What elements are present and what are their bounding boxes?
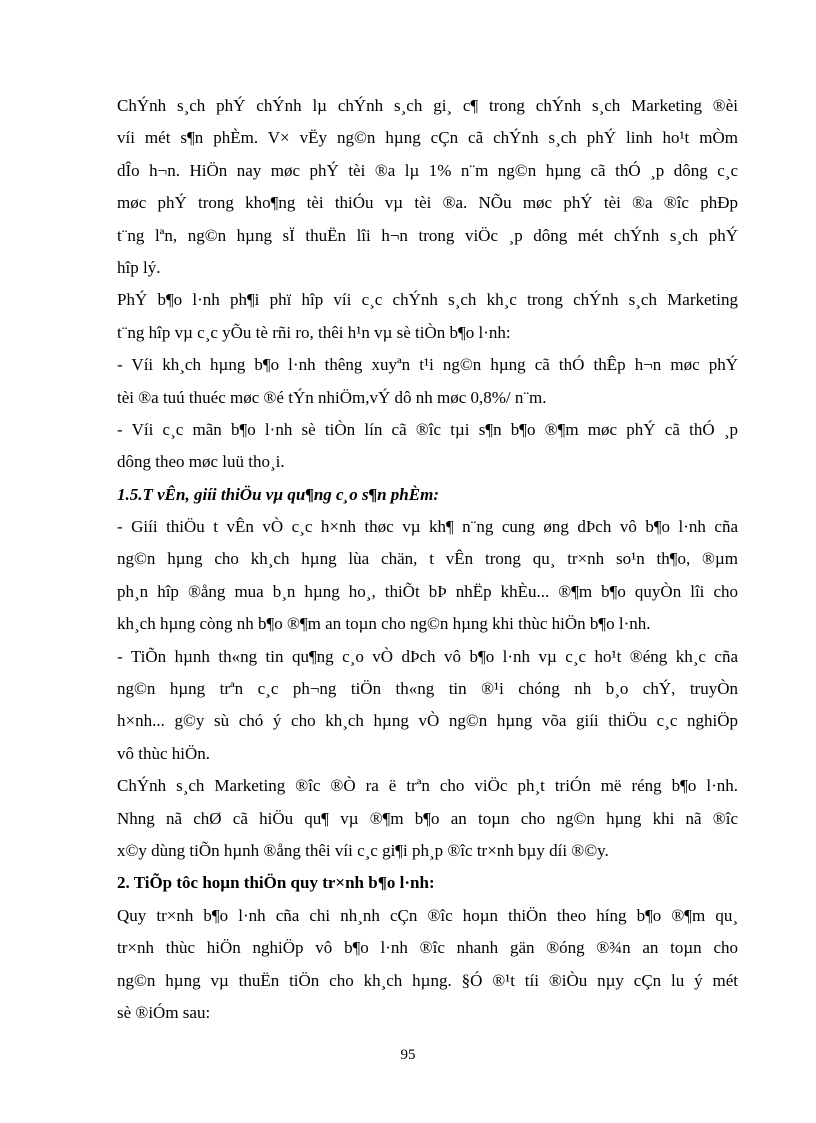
text-line: kh¸ch hµng còng nh b¶o ®¶m an toµn cho ng©n hµng khi thùc hiÖn b¶o l·nh. xyxy=(117,614,651,634)
text-line: vô thùc hiÖn. xyxy=(117,743,211,763)
text-line: víi mét s¶n phÈm. V× vËy ng©n hµng cÇn cã chÝnh s¸ch phÝ linh ho¹t mÒm xyxy=(117,128,738,148)
text-line: ng©n hµng cho kh¸ch hµng lùa chän, t vÊn trong qu¸ tr×nh so¹n th¶o, ®µm xyxy=(117,549,738,569)
text-line: t¨ng hîp vµ c¸c yÕu tè rñi ro, thêi h¹n vµ sè tiÒn b¶o l·nh: xyxy=(117,322,511,342)
text-line: sè ®iÓm sau: xyxy=(117,1002,211,1022)
text-line: - TiÕn hµnh th«ng tin qu¶ng c¸o vÒ dÞch vô b¶o l·nh vµ c¸c ho¹t ®éng kh¸c cña xyxy=(117,646,738,666)
text-line: Quy tr×nh b¶o l·nh cña chi nh¸nh cÇn ®îc hoµn thiÖn theo híng b¶o ®¶m qu¸ xyxy=(117,905,738,925)
text-line: PhÝ b¶o l·nh ph¶i phï hîp víi c¸c chÝnh s¸ch kh¸c trong chÝnh s¸ch Marketing xyxy=(117,290,738,310)
text-line: x©y dùng tiÕn hµnh ®ång thêi víi c¸c gi¶i ph¸p ®îc tr×nh bµy díi ®©y. xyxy=(117,840,609,860)
page-number: 95 xyxy=(400,1047,416,1063)
document-body xyxy=(117,90,738,1029)
text-line: Nhng nã chØ cã hiÖu qu¶ vµ ®¶m b¶o an toµn cho ng©n hµng khi nã ®îc xyxy=(117,808,738,828)
section-heading: 1.5.T vÊn, giíi thiÖu vµ qu¶ng c¸o s¶n phÈm: xyxy=(117,484,439,504)
text-line: ChÝnh s¸ch Marketing ®îc ®Ò ra ë trªn cho viÖc ph¸t triÓn më réng b¶o l·nh. xyxy=(117,776,738,796)
text-line: hîp lý. xyxy=(117,257,161,277)
text-line: - Víi kh¸ch hµng b¶o l·nh thêng xuyªn t¹i ng©n hµng cã thÓ thÊp h¬n møc phÝ xyxy=(117,355,738,375)
text-line: ph¸n hîp ®ång mua b¸n hµng ho¸, thiÕt bÞ nhËp khÈu... ®¶m b¶o quyÒn lîi cho xyxy=(117,581,738,601)
text-line: h×nh... g©y sù chó ý cho kh¸ch hµng vÒ ng©n hµng võa giíi thiÖu c¸c nghiÖp xyxy=(117,711,738,731)
text-line: - Giíi thiÖu t vÊn vÒ c¸c h×nh thøc vµ kh¶ n¨ng cung øng dÞch vô b¶o l·nh cña xyxy=(117,517,738,537)
text-line: ChÝnh s¸ch phÝ chÝnh lµ chÝnh s¸ch gi¸ c¶ trong chÝnh s¸ch Marketing ®èi xyxy=(117,96,738,115)
section-heading: 2. TiÕp tôc hoµn thiÖn quy tr×nh b¶o l·nh: xyxy=(117,873,435,893)
text-line: t¨ng lªn, ng©n hµng sÏ thuËn lîi h¬n trong viÖc ¸p dông mét chÝnh s¸ch phÝ xyxy=(117,225,738,245)
text-line: dÎo h¬n. HiÖn nay møc phÝ tèi ®a lµ 1% n¨m ng©n hµng cã thÓ ¸p dông c¸c xyxy=(117,160,738,180)
text-line: møc phÝ trong kho¶ng tèi thiÓu vµ tèi ®a. NÕu møc phÝ tèi ®a ®îc phÐp xyxy=(117,193,738,213)
text-line: dông theo møc luü tho¸i. xyxy=(117,452,285,472)
text-line: ng©n hµng trªn c¸c ph¬ng tiÖn th«ng tin ®¹i chóng nh b¸o chÝ, truyÒn xyxy=(117,679,738,699)
text-line: tr×nh thùc hiÖn nghiÖp vô b¶o l·nh ®îc nhanh gän ®óng ®¾n an toµn cho xyxy=(117,938,738,958)
text-line: ng©n hµng vµ thuËn tiÖn cho kh¸ch hµng. §Ó ®¹t tíi ®iÒu nµy cÇn lu ý mét xyxy=(117,970,738,990)
text-line: tèi ®a tuú thuéc møc ®é tÝn nhiÖm,vÝ dô nh møc 0,8%/ n¨m. xyxy=(117,387,547,407)
text-line: - Víi c¸c mãn b¶o l·nh sè tiÒn lín cã ®îc tµi s¶n b¶o ®¶m møc phÝ cã thÓ ¸p xyxy=(117,419,738,439)
